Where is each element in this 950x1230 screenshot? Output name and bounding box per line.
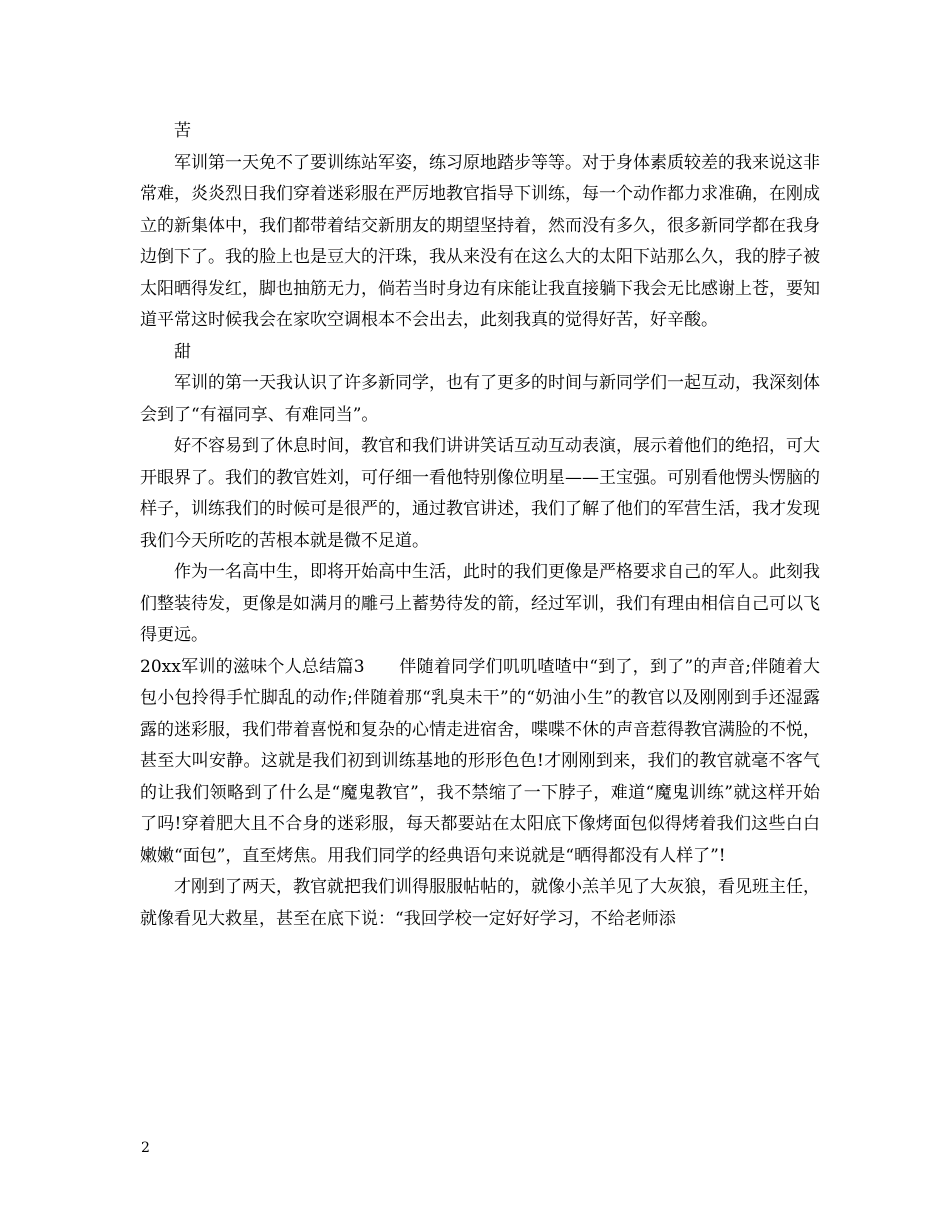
- paragraph-two-days-later: 才刚到了两天，教官就把我们训得服服帖帖的，就像小羔羊见了大灰狼，看见班主任，就像看见大救星，甚至在底下说：“我回学校一定好好学习，不给老师添: [140, 877, 820, 929]
- paragraph-high-school: 作为一名高中生，即将开始高中生活，此时的我们更像是严格要求自己的军人。此刻我们整装待发，更像是如满月的雕弓上蓄势待发的箭，经过军训，我们有理由相信自己可以飞得更远。: [140, 562, 820, 645]
- paragraph-new-classmates: 军训的第一天我认识了许多新同学，也有了更多的时间与新同学们一起互动，我深刻体会到了“有福同享、有难同当”。: [140, 373, 820, 425]
- document-body: [140, 116, 820, 935]
- paragraph-instructor: 好不容易到了休息时间，教官和我们讲讲笑话互动互动表演，展示着他们的绝招，可大开眼界了。我们的教官姓刘，可仔细一看他特别像位明星——王宝强。可别看他愣头愣脑的样子，训练我们的时候可是很严的，通过教官讲述，我们了解了他们的军营生活，我才发现我们今天所吃的苦根本就是微不足道。: [140, 436, 820, 551]
- section-heading-bitter: 苦: [174, 121, 191, 141]
- section-heading-sweet: 甜: [174, 341, 191, 362]
- paragraph-summary-part-3: 20xx军训的滋味个人总结篇3 伴随着同学们叽叽喳喳中“到了，到了”的声音;伴随着大包小包拎得手忙脚乱的动作;伴随着那“乳臭未干”的“奶油小生”的教官以及刚刚到手还湿露露的迷彩服，我们带着喜悦和复杂的心情走进宿舍，喋喋不休的声音惹得教官满脸的不悦，甚至大叫安静。这就是我们初到训练基地的形形色色!才刚刚到来，我们的教官就毫不客气的让我们领略到了什么是“魔鬼教官”，我不禁缩了一下脖子，难道“魔鬼训练”就这样开始了吗!穿着肥大且不合身的迷彩服，每天都要站在太阳底下像烤面包似得烤着我们这些白白嫩嫩“面包”，直至烤焦。用我们同学的经典语句来说就是“晒得都没有人样了”!: [140, 656, 820, 866]
- page-number: 2: [141, 1140, 150, 1156]
- paragraph-bitter: 军训第一天免不了要训练站军姿，练习原地踏步等等。对于身体素质较差的我来说这非常难，炎炎烈日我们穿着迷彩服在严厉地教官指导下训练，每一个动作都力求准确，在刚成立的新集体中，我们都带着结交新朋友的期望坚持着，然而没有多久，很多新同学都在我身边倒下了。我的脸上也是豆大的汗珠，我从来没有在这么大的太阳下站那么久，我的脖子被太阳晒得发红，脚也抽筋无力，倘若当时身边有床能让我直接躺下我会无比感谢上苍，要知道平常这时候我会在家吹空调根本不会出去，此刻我真的觉得好苦，好辛酸。: [140, 152, 820, 330]
